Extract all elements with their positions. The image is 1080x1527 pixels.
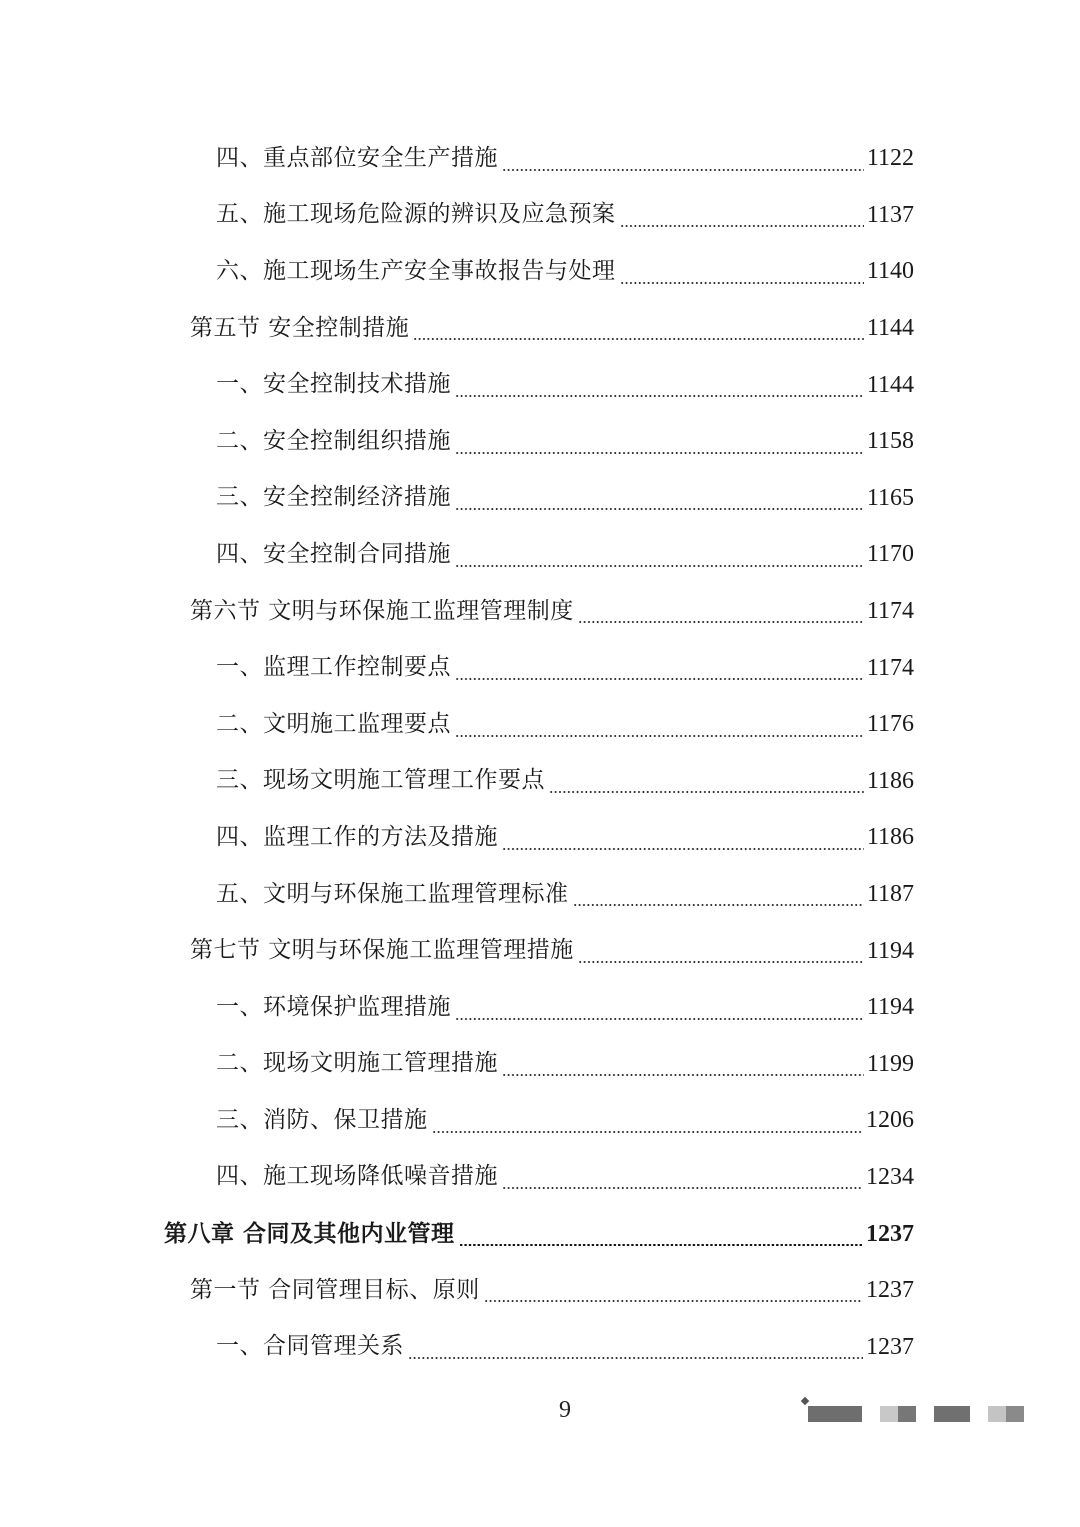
toc-entry[interactable] — [0, 300, 1080, 357]
watermark-block — [934, 1406, 970, 1422]
toc-entry-page: 1140 — [866, 258, 914, 285]
toc-dot-leader — [573, 904, 864, 906]
toc-entry-title: 第六节 文明与环保施工监理管理制度 — [190, 597, 574, 624]
toc-dot-leader — [408, 1357, 863, 1359]
toc-entry-page: 1237 — [866, 1220, 914, 1247]
toc-entry[interactable] — [0, 1036, 1080, 1093]
toc-entry[interactable] — [0, 922, 1080, 979]
toc-entry[interactable] — [0, 1149, 1080, 1206]
toc-entry[interactable] — [0, 1205, 1080, 1262]
toc-entry-title: 五、施工现场危险源的辨识及应急预案 — [216, 201, 616, 228]
toc-entry[interactable] — [0, 187, 1080, 244]
toc-entry[interactable] — [0, 470, 1080, 527]
toc-entry-title: 六、施工现场生产安全事故报告与处理 — [216, 257, 616, 284]
toc-entry-page: 1165 — [866, 484, 914, 511]
toc-entry[interactable] — [0, 639, 1080, 696]
toc-entry-title: 三、消防、保卫措施 — [216, 1106, 428, 1133]
toc-dot-leader — [620, 225, 864, 227]
toc-dot-leader — [578, 961, 864, 963]
toc-entry-title: 一、合同管理关系 — [216, 1333, 404, 1360]
toc-entry-page: 1237 — [866, 1333, 914, 1360]
toc-dot-leader — [502, 848, 864, 850]
toc-entry-title: 一、安全控制技术措施 — [216, 371, 451, 398]
toc-entry-page: 1137 — [866, 201, 914, 228]
toc-entry-title: 四、施工现场降低噪音措施 — [216, 1163, 498, 1190]
toc-entry-page: 1186 — [866, 824, 914, 851]
toc-entry[interactable] — [0, 526, 1080, 583]
toc-entry-title: 五、文明与环保施工监理管理标准 — [216, 880, 569, 907]
table-of-contents — [0, 130, 1080, 1375]
toc-entry[interactable] — [0, 696, 1080, 753]
toc-dot-leader — [502, 1074, 864, 1076]
toc-dot-leader — [432, 1131, 864, 1133]
toc-entry[interactable] — [0, 866, 1080, 923]
toc-entry[interactable] — [0, 356, 1080, 413]
toc-entry-page: 1176 — [866, 711, 914, 738]
toc-dot-leader — [502, 169, 864, 171]
toc-entry[interactable] — [0, 130, 1080, 187]
toc-dot-leader — [455, 508, 864, 510]
toc-entry-title: 三、安全控制经济措施 — [216, 484, 451, 511]
toc-entry-page: 1174 — [866, 654, 914, 681]
toc-dot-leader — [620, 282, 864, 284]
toc-entry[interactable] — [0, 1318, 1080, 1375]
toc-entry-page: 1170 — [866, 541, 914, 568]
watermark-block — [898, 1406, 916, 1422]
watermark-block — [988, 1406, 1006, 1422]
toc-entry-title: 二、文明施工监理要点 — [216, 710, 451, 737]
toc-entry-page: 1187 — [866, 881, 914, 908]
toc-entry[interactable] — [0, 979, 1080, 1036]
toc-entry[interactable] — [0, 1262, 1080, 1319]
toc-dot-leader — [484, 1300, 863, 1302]
toc-entry-page: 1158 — [866, 428, 914, 455]
toc-entry-title: 四、监理工作的方法及措施 — [216, 823, 498, 850]
toc-entry-title: 一、监理工作控制要点 — [216, 654, 451, 681]
watermark-block — [1006, 1406, 1024, 1422]
watermark-block — [808, 1406, 862, 1422]
toc-entry-title: 二、现场文明施工管理措施 — [216, 1050, 498, 1077]
toc-entry-title: 第一节 合同管理目标、原则 — [190, 1276, 480, 1303]
toc-entry-page: 1186 — [866, 767, 914, 794]
toc-entry-page: 1234 — [866, 1163, 914, 1190]
watermark-block — [880, 1406, 898, 1422]
toc-entry[interactable] — [0, 809, 1080, 866]
page-number: 9 — [559, 1397, 571, 1423]
blurred-watermark-logo — [800, 1398, 1030, 1430]
toc-entry-page: 1206 — [866, 1107, 914, 1134]
toc-entry-page: 1122 — [866, 145, 914, 172]
toc-entry-page: 1144 — [866, 315, 914, 342]
toc-entry-title: 二、安全控制组织措施 — [216, 427, 451, 454]
watermark-mark-icon — [801, 1397, 809, 1405]
toc-dot-leader — [578, 621, 864, 623]
toc-dot-leader — [459, 1244, 863, 1246]
toc-dot-leader — [455, 565, 864, 567]
toc-dot-leader — [455, 735, 864, 737]
toc-dot-leader — [549, 791, 864, 793]
toc-dot-leader — [455, 452, 864, 454]
toc-entry-title: 三、现场文明施工管理工作要点 — [216, 767, 545, 794]
toc-entry-page: 1199 — [866, 1050, 914, 1077]
toc-entry-page: 1237 — [866, 1277, 914, 1304]
toc-entry[interactable] — [0, 583, 1080, 640]
toc-entry-title: 四、安全控制合同措施 — [216, 540, 451, 567]
toc-entry-page: 1174 — [866, 598, 914, 625]
toc-entry[interactable] — [0, 243, 1080, 300]
toc-entry-title: 第七节 文明与环保施工监理管理措施 — [190, 937, 574, 964]
toc-entry-title: 一、环境保护监理措施 — [216, 993, 451, 1020]
toc-entry[interactable] — [0, 753, 1080, 810]
toc-dot-leader — [455, 678, 864, 680]
toc-dot-leader — [413, 338, 864, 340]
toc-entry-title: 四、重点部位安全生产措施 — [216, 144, 498, 171]
toc-entry-page: 1194 — [866, 994, 914, 1021]
toc-entry-page: 1194 — [866, 937, 914, 964]
toc-entry-title: 第五节 安全控制措施 — [190, 314, 410, 341]
toc-entry-title: 第八章 合同及其他内业管理 — [164, 1220, 455, 1248]
toc-entry-page: 1144 — [866, 371, 914, 398]
toc-entry[interactable] — [0, 413, 1080, 470]
toc-dot-leader — [502, 1187, 863, 1189]
toc-entry[interactable] — [0, 1092, 1080, 1149]
toc-dot-leader — [455, 395, 864, 397]
toc-dot-leader — [455, 1018, 864, 1020]
